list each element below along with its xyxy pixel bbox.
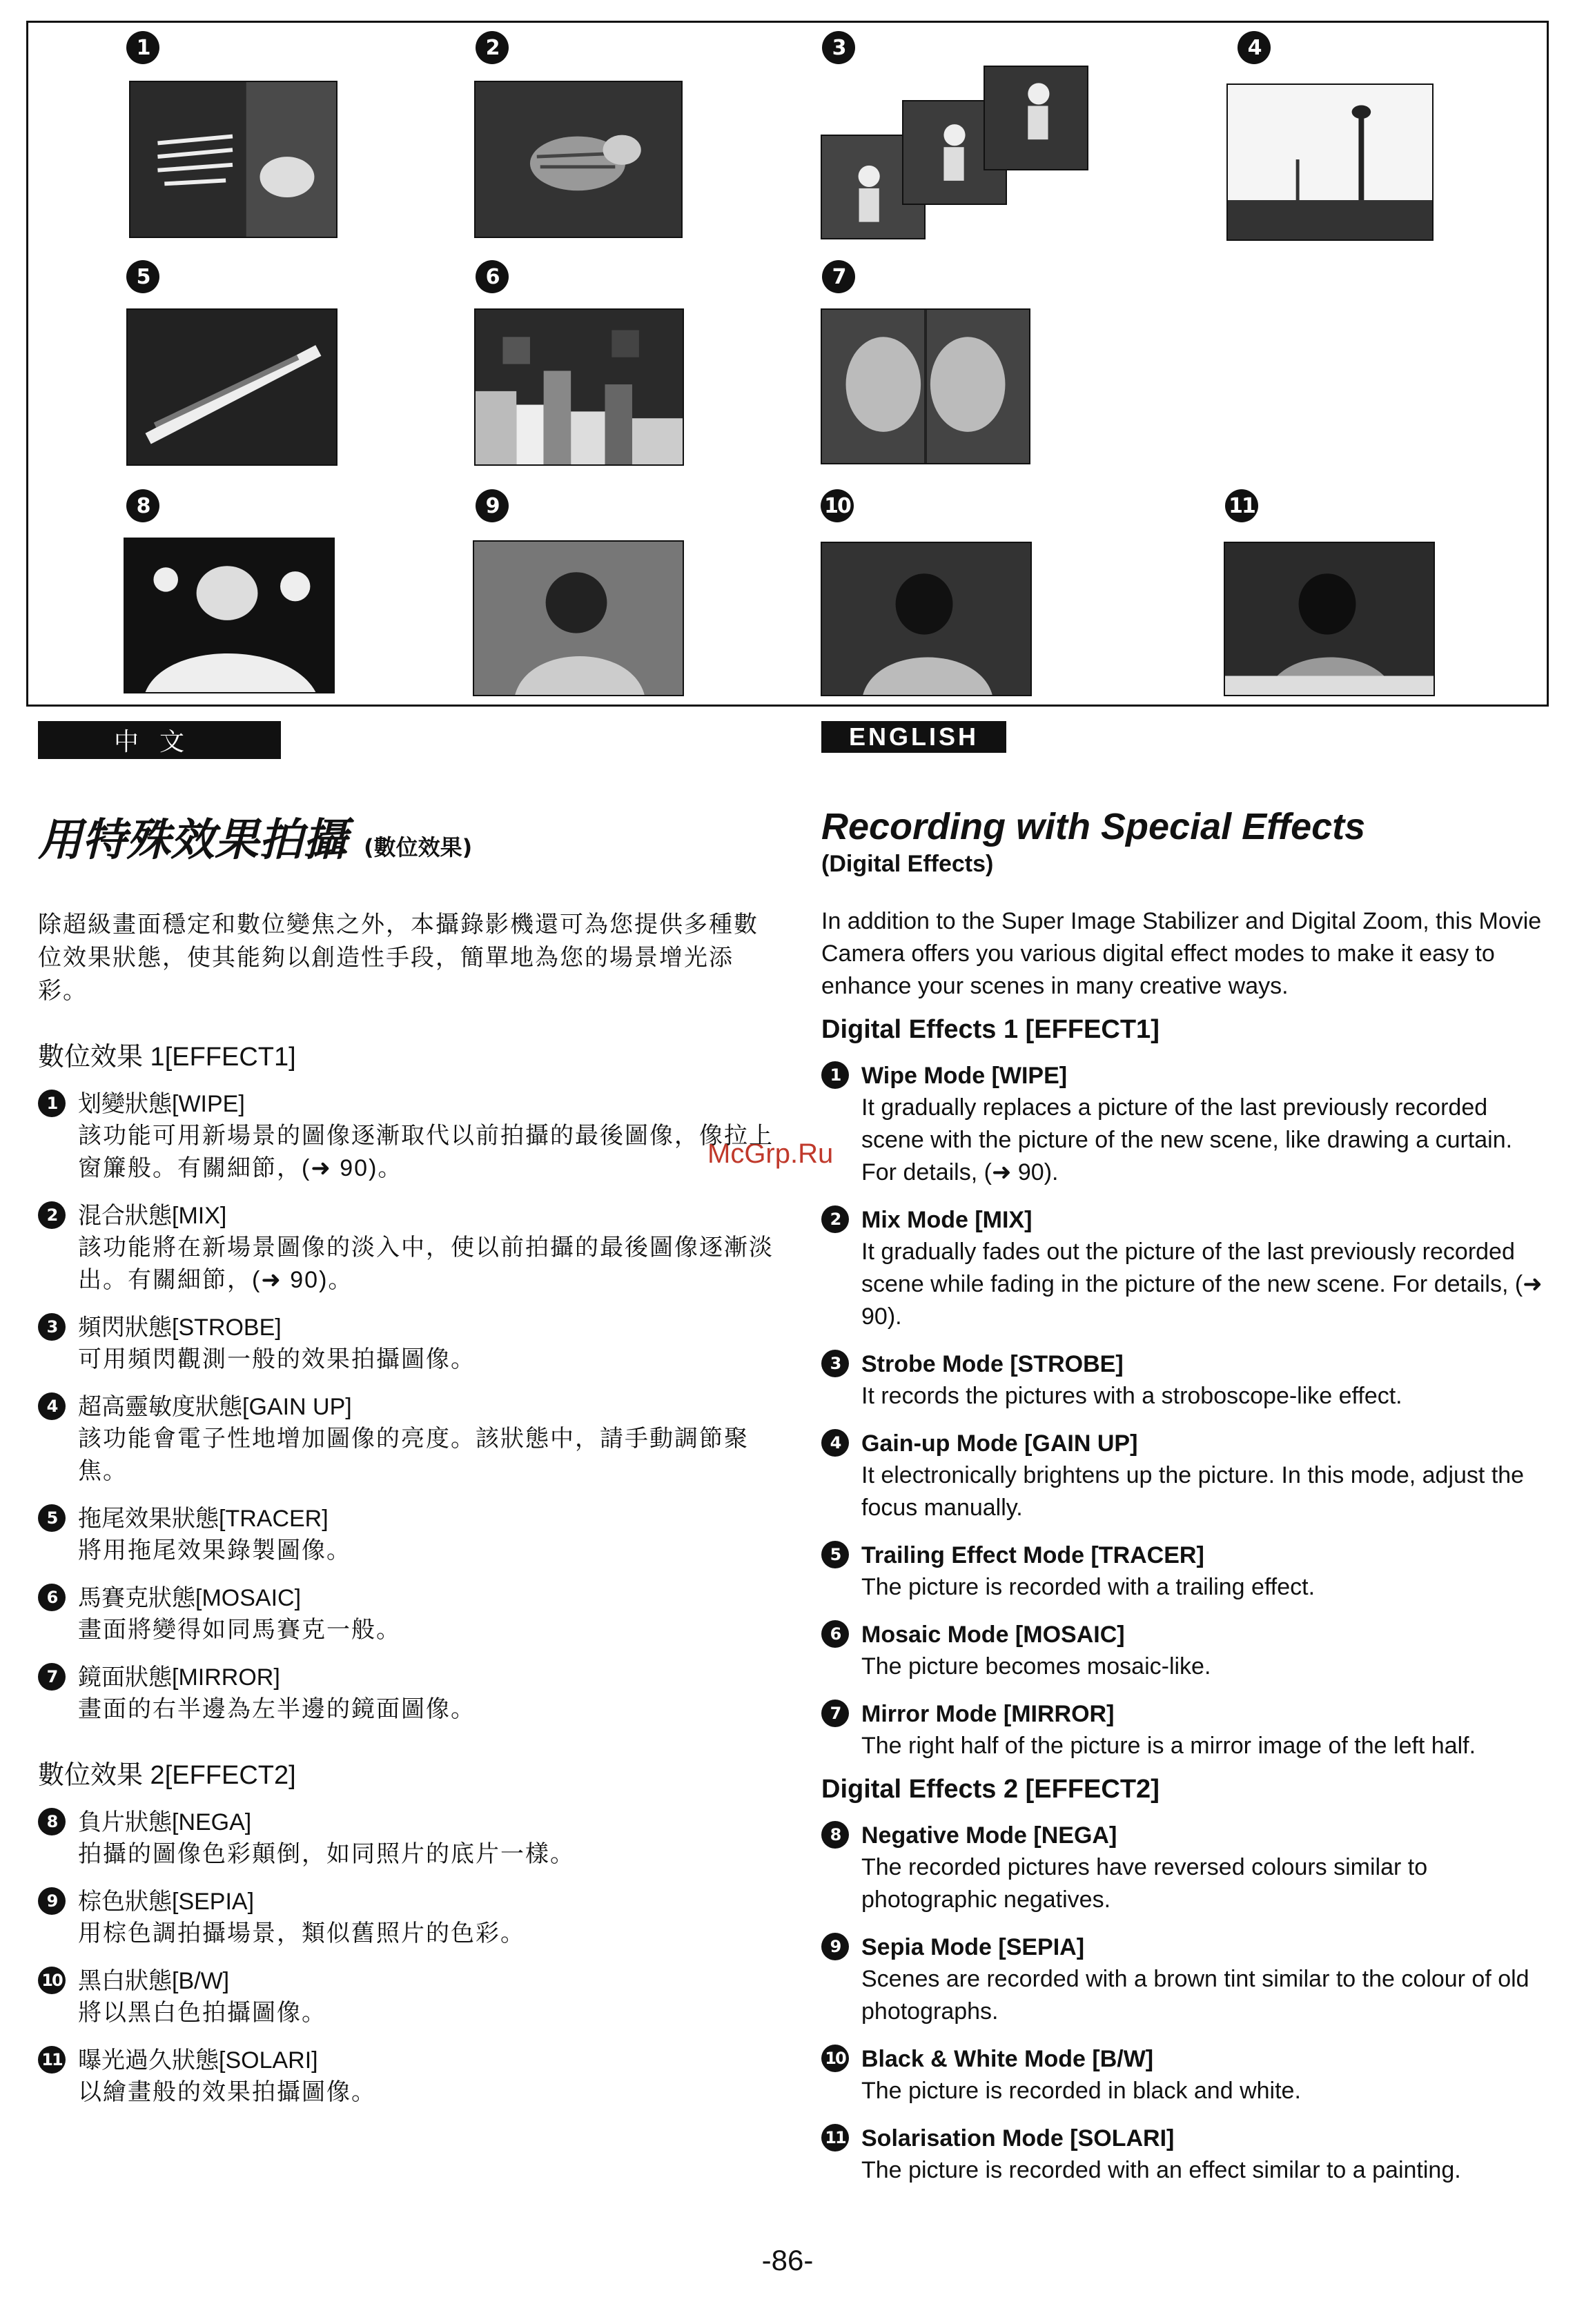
list-item <box>38 1965 780 2029</box>
item-name: Mix Mode [MIX] <box>861 1207 1033 1233</box>
thumbnail-number-badge: 4 <box>1238 31 1271 64</box>
item-name: Solarisation Mode [SOLARI] <box>861 2125 1175 2151</box>
item-name: Negative Mode [NEGA] <box>861 1822 1117 1849</box>
list-item <box>821 1539 1553 1604</box>
item-name: Sepia Mode [SEPIA] <box>861 1934 1085 1960</box>
item-desc: 將用拖尾效果錄製圖像。 <box>78 1537 351 1564</box>
thumbnail-gain-up <box>1226 83 1434 241</box>
item-desc: It gradually replaces a picture of the last previously recorded scene with the picture of the new scene, like drawing a curtain. For details, (➜ 90). <box>861 1094 1513 1185</box>
item-desc: It gradually fades out the picture of the last previously recorded scene while fading in the picture of the new scene. For details, (➜ 90). <box>861 1239 1543 1330</box>
item-name: Strobe Mode [STROBE] <box>861 1351 1124 1377</box>
thumbnail-number-badge: 2 <box>476 31 509 64</box>
solari-photo-image <box>1225 543 1434 695</box>
item-name: 頻閃狀態[STROBE] <box>78 1314 282 1341</box>
item-number-badge: 11 <box>821 2124 849 2151</box>
list-item <box>38 1662 780 1726</box>
watermark-text: McGrp.Ru <box>707 1139 834 1169</box>
item-name: 划變狀態[WIPE] <box>78 1091 245 1117</box>
effect-thumbnail-gallery <box>26 21 1549 707</box>
intro-paragraph-english: In addition to the Super Image Stabilizer and Digital Zoom, this Movie Camera offers you various digital effect modes to make it easy to enhance your scenes in many creative ways. <box>821 908 1542 999</box>
item-number-badge: 10 <box>821 2045 849 2072</box>
item-name: 鏡面狀態[MIRROR] <box>78 1664 280 1691</box>
list-item <box>38 1886 780 1950</box>
thumbnail-number-badge: 10 <box>821 489 854 522</box>
mosaic-photo-image <box>476 310 683 464</box>
list-item <box>38 1200 780 1297</box>
item-desc: Scenes are recorded with a brown tint similar to the colour of old photographs. <box>861 1966 1529 2025</box>
thumbnail-number-badge: 5 <box>126 260 159 293</box>
title-text: 用特殊效果拍攝 <box>38 815 347 866</box>
thumbnail-number-badge: 8 <box>126 489 159 522</box>
item-desc: 以繪畫般的效果拍攝圖像。 <box>78 2079 376 2105</box>
thumbnail-tracer <box>126 308 338 466</box>
page-title-english: Recording with Special Effects <box>821 806 1366 847</box>
item-desc: 畫面的右半邊為左半邊的鏡面圖像。 <box>78 1696 476 1722</box>
item-name: Mosaic Mode [MOSAIC] <box>861 1622 1125 1648</box>
list-item <box>821 1204 1553 1333</box>
thumbnail-black-white <box>821 542 1032 696</box>
strobe-photo-image <box>985 67 1087 169</box>
thumbnail-wipe <box>129 81 338 238</box>
list-item <box>38 1503 780 1567</box>
item-number-badge: 5 <box>38 1504 66 1532</box>
thumbnail-solari <box>1224 542 1435 696</box>
item-number-badge: 4 <box>821 1429 849 1457</box>
thumbnail-mosaic <box>474 308 684 466</box>
item-name: Gain-up Mode [GAIN UP] <box>861 1430 1138 1457</box>
list-item <box>38 1582 780 1646</box>
list-item <box>38 1088 780 1185</box>
thumbnail-mix <box>474 81 683 238</box>
item-number-badge: 7 <box>38 1663 66 1691</box>
item-name: 黑白狀態[B/W] <box>78 1968 230 1994</box>
sepia-photo-image <box>474 542 683 695</box>
wipe-photo-image <box>130 82 336 237</box>
item-number-badge: 1 <box>821 1061 849 1089</box>
list-item <box>821 1931 1553 2028</box>
item-number-badge: 8 <box>821 1821 849 1849</box>
title-note: (數位效果) <box>364 834 473 860</box>
thumbnail-nega <box>124 538 335 693</box>
item-name: 負片狀態[NEGA] <box>78 1809 252 1835</box>
item-desc: 該功能將在新場景圖像的淡入中，使以前拍攝的最後圖像逐漸淡出。有關細節，(➜ 90)。 <box>78 1234 774 1293</box>
thumbnail-number-badge: 3 <box>822 31 855 64</box>
item-number-badge: 11 <box>38 2046 66 2074</box>
item-desc: 將以黑白色拍攝圖像。 <box>78 2000 326 2026</box>
list-item <box>821 1060 1553 1189</box>
language-tag-chinese: 中文 <box>38 721 281 759</box>
item-number-badge: 8 <box>38 1808 66 1835</box>
chinese-column <box>38 721 780 2109</box>
item-desc: It electronically brightens up the picture. In this mode, adjust the focus manually. <box>861 1462 1525 1521</box>
item-desc: 可用頻閃觀測一般的效果拍攝圖像。 <box>78 1346 476 1372</box>
section-heading-effect1: 數位效果 1[EFFECT1] <box>38 1043 296 1072</box>
section-heading-effect1: Digital Effects 1 [EFFECT1] <box>821 1015 1160 1044</box>
item-name: 超高靈敏度狀態[GAIN UP] <box>78 1394 352 1420</box>
item-number-badge: 6 <box>38 1584 66 1611</box>
item-desc: The picture is recorded with a trailing effect. <box>861 1574 1315 1600</box>
item-desc: 拍攝的圖像色彩顛倒，如同照片的底片一樣。 <box>78 1841 575 1867</box>
page-title-chinese <box>38 805 780 868</box>
item-name: Black & White Mode [B/W] <box>861 2046 1154 2072</box>
thumbnail-sepia <box>473 540 684 696</box>
item-number-badge: 1 <box>38 1090 66 1117</box>
mirror-photo-image <box>822 310 1029 463</box>
item-number-badge: 5 <box>821 1541 849 1568</box>
list-item <box>821 1428 1553 1524</box>
item-desc: 用棕色調拍攝場景，類似舊照片的色彩。 <box>78 1920 525 1947</box>
list-item <box>821 1619 1553 1683</box>
thumbnail-number-badge: 7 <box>822 260 855 293</box>
tracer-photo-image <box>128 310 336 464</box>
item-name: 棕色狀態[SEPIA] <box>78 1889 255 1915</box>
section-heading-effect2: 數位效果 2[EFFECT2] <box>38 1761 296 1790</box>
item-number-badge: 2 <box>38 1201 66 1229</box>
item-name: 曝光過久狀態[SOLARI] <box>78 2047 318 2074</box>
item-name: 馬賽克狀態[MOSAIC] <box>78 1585 302 1611</box>
thumbnail-number-badge: 11 <box>1225 489 1258 522</box>
bw-photo-image <box>822 543 1030 695</box>
page-subtitle-english: (Digital Effects) <box>821 851 994 877</box>
item-number-badge: 3 <box>821 1350 849 1377</box>
item-number-badge: 4 <box>38 1392 66 1420</box>
list-item <box>821 2123 1553 2187</box>
thumbnail-number-badge: 9 <box>476 489 509 522</box>
list-item <box>821 1698 1553 1762</box>
item-desc: The picture is recorded with an effect similar to a painting. <box>861 2157 1461 2183</box>
item-number-badge: 6 <box>821 1620 849 1648</box>
item-number-badge: 9 <box>821 1933 849 1960</box>
item-desc: The right half of the picture is a mirror image of the left half. <box>861 1733 1476 1759</box>
item-desc: 該功能會電子性地增加圖像的亮度。該狀態中，請手動調節聚焦。 <box>78 1426 749 1484</box>
item-number-badge: 7 <box>821 1700 849 1727</box>
item-desc: The picture becomes mosaic-like. <box>861 1653 1211 1680</box>
item-name: Trailing Effect Mode [TRACER] <box>861 1542 1204 1568</box>
intro-paragraph-chinese: 除超級畫面穩定和數位變焦之外，本攝錄影機還可為您提供多種數位效果狀態，使其能夠以創造性手段，簡單地為您的場景增光添彩。 <box>38 912 759 1004</box>
list-item <box>38 1391 780 1488</box>
item-name: Wipe Mode [WIPE] <box>861 1063 1068 1089</box>
list-item <box>38 1806 780 1871</box>
item-desc: 畫面將變得如同馬賽克一般。 <box>78 1617 401 1643</box>
list-item <box>38 1312 780 1376</box>
page-number: -86- <box>761 2244 814 2276</box>
list-item <box>821 1348 1553 1412</box>
item-name: Mirror Mode [MIRROR] <box>861 1701 1115 1727</box>
list-item <box>821 2043 1553 2107</box>
item-number-badge: 9 <box>38 1887 66 1915</box>
item-number-badge: 10 <box>38 1967 66 1994</box>
list-item <box>38 2045 780 2109</box>
thumbnail-strobe-frame-3 <box>984 66 1088 170</box>
gain-up-photo-image <box>1228 85 1432 239</box>
item-desc: 該功能可用新場景的圖像逐漸取代以前拍攝的最後圖像，像拉上窗簾般。有關細節，(➜ 90)。 <box>78 1123 774 1181</box>
english-column <box>821 721 1553 2187</box>
nega-photo-image <box>125 539 333 692</box>
item-desc: The recorded pictures have reversed colours similar to photographic negatives. <box>861 1854 1428 1913</box>
item-desc: The picture is recorded in black and white. <box>861 2078 1301 2104</box>
item-desc: It records the pictures with a stroboscope-like effect. <box>861 1383 1402 1409</box>
thumbnail-mirror <box>821 308 1030 464</box>
item-name: 混合狀態[MIX] <box>78 1203 227 1229</box>
thumbnail-number-badge: 6 <box>476 260 509 293</box>
item-number-badge: 3 <box>38 1313 66 1341</box>
item-number-badge: 2 <box>821 1205 849 1233</box>
list-item <box>821 1820 1553 1916</box>
thumbnail-number-badge: 1 <box>126 31 159 64</box>
language-tag-english: ENGLISH <box>821 721 1006 753</box>
item-name: 拖尾效果狀態[TRACER] <box>78 1506 329 1532</box>
mix-photo-image <box>476 82 681 237</box>
section-heading-effect2: Digital Effects 2 [EFFECT2] <box>821 1775 1160 1804</box>
